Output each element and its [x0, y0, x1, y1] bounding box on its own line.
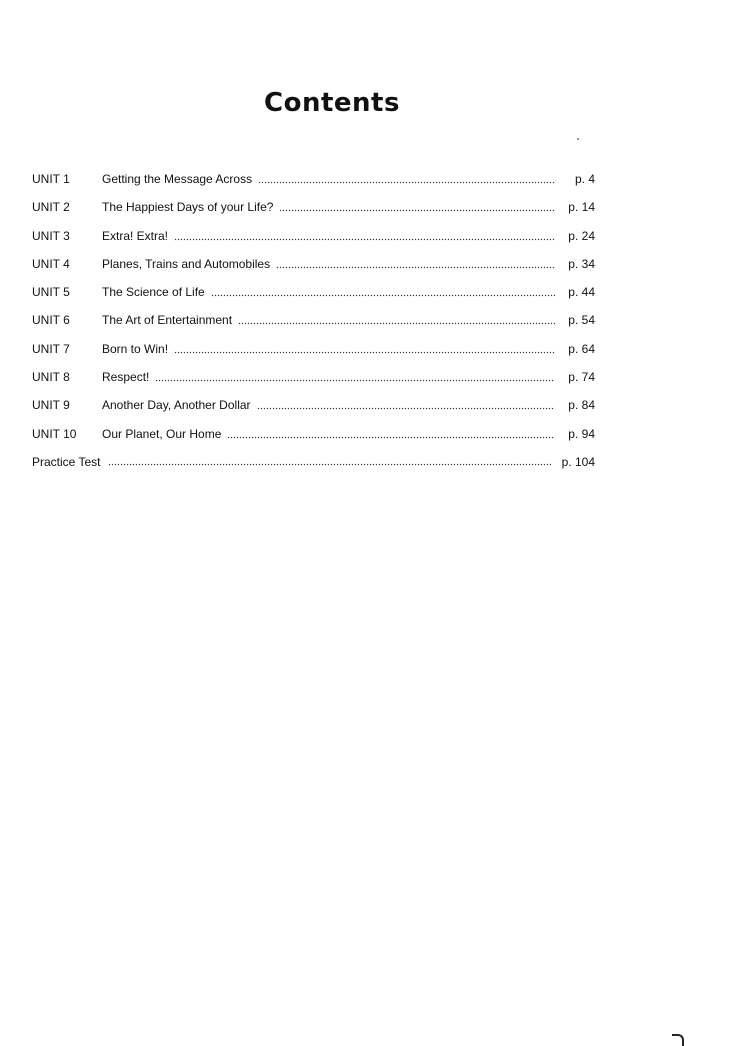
page-number: p. 34 [568, 256, 595, 271]
entry [102, 340, 565, 358]
toc-row-unit-2 [32, 198, 595, 226]
unit-label: UNIT 2 [32, 200, 70, 215]
page-corner-mark [672, 1034, 684, 1046]
unit-label: UNIT 5 [32, 285, 70, 300]
unit-label: UNIT 8 [32, 370, 70, 385]
entry [102, 283, 565, 301]
dot-leader [211, 294, 555, 297]
page-number: p. 14 [568, 200, 595, 215]
entry [102, 463, 562, 470]
unit-title: The Science of Life [102, 285, 205, 300]
toc-row-practice-test [32, 453, 595, 481]
unit-title: Our Planet, Our Home [102, 426, 222, 441]
unit-title: Getting the Message Across [102, 172, 253, 186]
page-number: p. 84 [568, 398, 595, 413]
page-number: p. 44 [568, 285, 595, 300]
toc-row-unit-10 [32, 425, 595, 453]
page-number: p. 104 [561, 454, 595, 469]
unit-title: Another Day, Another Dollar [102, 398, 251, 413]
dot-leader [257, 407, 555, 410]
toc-row-unit-3 [32, 227, 595, 255]
unit-title: The Art of Entertainment [102, 313, 233, 328]
unit-title: Born to Win! [102, 341, 169, 356]
entry [102, 227, 565, 245]
page-number: p. 74 [568, 370, 595, 385]
entry [102, 311, 565, 329]
dot-leader [155, 379, 555, 382]
entry [102, 425, 565, 443]
unit-label: UNIT 7 [32, 341, 70, 356]
unit-title: Extra! Extra! [102, 228, 169, 243]
page-number: p. 24 [568, 228, 595, 243]
page-number: p. 4 [574, 172, 595, 186]
practice-test-label: Practice Test [32, 454, 101, 469]
unit-label: UNIT 6 [32, 313, 70, 328]
toc-row-unit-1 [32, 170, 595, 198]
entry [102, 170, 565, 188]
unit-title: Respect! [102, 370, 150, 385]
dot-leader [227, 436, 555, 439]
toc-row-unit-7 [32, 340, 595, 368]
dot-leader [276, 266, 555, 269]
entry [102, 255, 565, 273]
entry [102, 198, 565, 216]
unit-label: UNIT 3 [32, 228, 70, 243]
dot-leader [279, 209, 555, 212]
dot-leader [108, 463, 552, 466]
toc-row-unit-6 [32, 311, 595, 339]
dot-leader [238, 322, 555, 325]
toc-row-unit-9 [32, 396, 595, 424]
entry [102, 368, 565, 386]
page-number: p. 54 [568, 313, 595, 328]
dot-leader [174, 351, 555, 354]
scan-speck [577, 138, 579, 140]
unit-title: The Happiest Days of your Life? [102, 200, 274, 215]
toc-row-unit-4 [32, 255, 595, 283]
unit-label: UNIT 10 [32, 426, 77, 441]
table-of-contents [32, 170, 595, 481]
page-number: p. 64 [568, 341, 595, 356]
unit-label: UNIT 4 [32, 256, 70, 271]
toc-row-unit-5 [32, 283, 595, 311]
dot-leader [174, 238, 555, 241]
page-title: Contents [264, 88, 400, 118]
unit-title: Planes, Trains and Automobiles [102, 256, 271, 271]
dot-leader [258, 181, 555, 184]
unit-label: UNIT 1 [32, 172, 70, 186]
toc-row-unit-8 [32, 368, 595, 396]
page-number: p. 94 [568, 426, 595, 441]
entry [102, 396, 565, 414]
unit-label: UNIT 9 [32, 398, 70, 413]
